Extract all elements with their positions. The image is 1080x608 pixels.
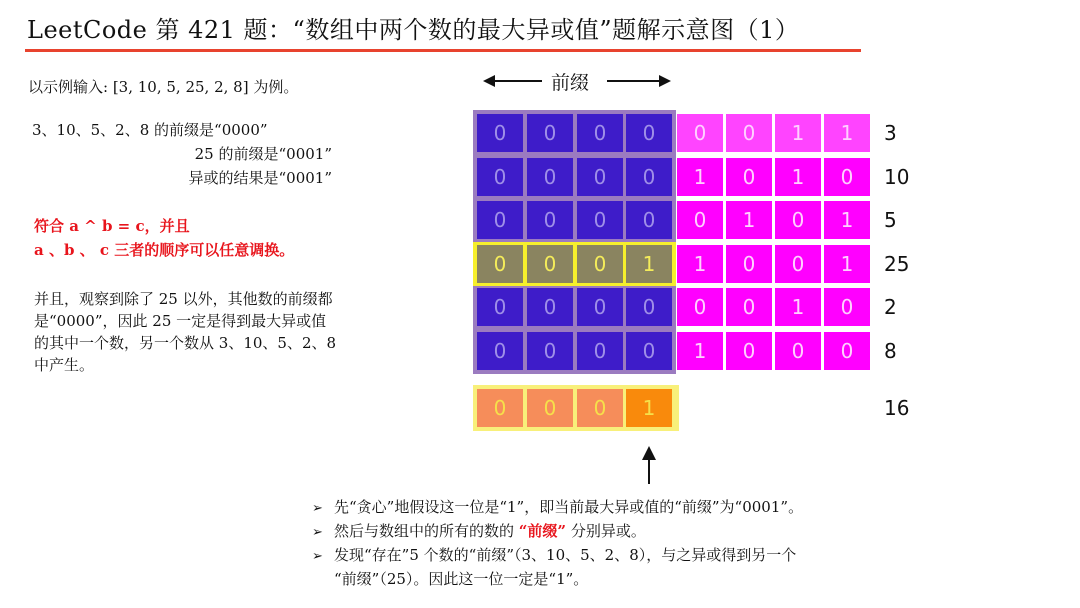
prefix-bit-cell: 0	[577, 288, 623, 326]
observation-line: 并且，观察到除了 25 以外，其他数的前缀都	[34, 290, 333, 308]
prefix-bit-cell: 0	[477, 288, 523, 326]
prefix-bit-cell: 0	[626, 158, 672, 196]
suffix-bit-cell: 0	[677, 288, 723, 326]
fact-line: 异或的结果是“0001”	[188, 169, 332, 187]
suffix-bit-cell: 0	[775, 245, 821, 283]
title-underline	[25, 49, 861, 52]
arrow-right-line	[607, 80, 667, 82]
bullet-item-3-continued: “前缀”（25）。因此这一位一定是“1”。	[334, 570, 589, 588]
prefix-bit-cell: 0	[577, 245, 623, 283]
prefix-bit-cell: 0	[477, 201, 523, 239]
suffix-bit-cell: 0	[824, 288, 870, 326]
prefix-facts	[32, 118, 332, 190]
prefix-bit-cell: 1	[626, 245, 672, 283]
bullet-item-2: ➢ 然后与数组中的所有的数的 “前缀” 分别异或。	[312, 520, 803, 544]
prefix-bit-cell: 0	[527, 332, 573, 370]
suffix-bit-cell: 1	[775, 288, 821, 326]
prefix-emphasis: “前缀”	[518, 522, 567, 540]
result-bit-cell: 0	[527, 389, 573, 427]
prefix-bit-cell: 0	[626, 114, 672, 152]
prefix-bit-cell: 0	[477, 114, 523, 152]
prefix-bit-cell: 0	[577, 201, 623, 239]
row-number-label: 3	[884, 121, 897, 145]
suffix-bit-cell: 1	[824, 245, 870, 283]
fact-line: 25 的前缀是“0001”	[194, 145, 332, 163]
prefix-bit-cell: 0	[477, 158, 523, 196]
observation-line: 中产生。	[34, 356, 95, 374]
prefix-label-text: 前缀	[551, 72, 590, 94]
bullet-arrow-icon: ➢	[312, 549, 323, 564]
page-title: LeetCode 第 421 题：“数组中两个数的最大异或值”题解示意图（1）	[27, 16, 800, 44]
rule-note-line: 符合 a ^ b = c，并且	[34, 217, 190, 235]
row-number-label: 10	[884, 164, 910, 189]
suffix-bit-cell: 0	[677, 114, 723, 152]
suffix-bit-cell: 1	[726, 201, 772, 239]
suffix-bit-cell: 1	[775, 158, 821, 196]
prefix-bit-cell: 0	[626, 288, 672, 326]
explanation-bullets	[312, 496, 803, 591]
observation-text	[34, 288, 336, 376]
suffix-bit-cell: 0	[726, 332, 772, 370]
suffix-bit-cell: 0	[775, 332, 821, 370]
arrow-up-line	[648, 452, 650, 484]
xor-rule-note	[34, 214, 294, 262]
suffix-bit-cell: 0	[775, 201, 821, 239]
bullet-item-3: ➢ 发现“存在”5 个数的“前缀”（3、10、5、2、8），与之异或得到另一个	[312, 544, 803, 568]
suffix-bit-cell: 1	[677, 158, 723, 196]
suffix-bit-cell: 0	[726, 114, 772, 152]
bullet-item-1: ➢ 先“贪心”地假设这一位是“1”，即当前最大异或值的“前缀”为“0001”。	[312, 496, 803, 520]
row-number-label: 25	[884, 251, 910, 276]
prefix-bit-cell: 0	[577, 114, 623, 152]
suffix-bit-cell: 0	[824, 158, 870, 196]
prefix-bit-cell: 0	[527, 288, 573, 326]
prefix-bit-cell: 0	[527, 245, 573, 283]
suffix-bit-cell: 1	[824, 201, 870, 239]
observation-line: 是“0000”，因此 25 一定是得到最大异或值	[34, 312, 327, 330]
result-bit-cell: 0	[577, 389, 623, 427]
prefix-bit-cell: 0	[527, 201, 573, 239]
row-number-label: 2	[884, 295, 897, 319]
prefix-bit-cell: 0	[527, 158, 573, 196]
prefix-bit-cell: 0	[477, 332, 523, 370]
suffix-bit-cell: 0	[824, 332, 870, 370]
prefix-bit-cell: 0	[626, 201, 672, 239]
suffix-bit-cell: 0	[726, 245, 772, 283]
prefix-bit-cell: 0	[527, 114, 573, 152]
result-bit-cell: 0	[477, 389, 523, 427]
prefix-bit-cell: 0	[577, 332, 623, 370]
observation-line: 的其中一个数，另一个数从 3、10、5、2、8	[34, 334, 337, 352]
result-bit-cell: 1	[626, 389, 672, 427]
bullet-arrow-icon: ➢	[312, 501, 323, 516]
suffix-bit-cell: 1	[677, 332, 723, 370]
rule-note-line: a 、b 、 c 三者的顺序可以任意调换。	[34, 241, 295, 259]
row-number-label: 5	[884, 208, 897, 232]
suffix-bit-cell: 1	[824, 114, 870, 152]
bullet-arrow-icon: ➢	[312, 525, 323, 540]
arrow-left-line	[485, 80, 542, 82]
suffix-bit-cell: 0	[726, 158, 772, 196]
example-input-text: 以示例输入: [3, 10, 5, 25, 2, 8] 为例。	[28, 78, 299, 96]
suffix-bit-cell: 0	[677, 201, 723, 239]
suffix-bit-cell: 1	[775, 114, 821, 152]
result-number-label: 16	[884, 396, 910, 420]
prefix-bit-cell: 0	[477, 245, 523, 283]
suffix-bit-cell: 1	[677, 245, 723, 283]
prefix-bit-cell: 0	[577, 158, 623, 196]
suffix-bit-cell: 0	[726, 288, 772, 326]
prefix-range-label	[483, 66, 673, 96]
row-number-label: 8	[884, 338, 897, 363]
fact-line: 3、10、5、2、8 的前缀是“0000”	[32, 121, 268, 139]
arrow-right-icon	[659, 75, 671, 87]
prefix-bit-cell: 0	[626, 332, 672, 370]
